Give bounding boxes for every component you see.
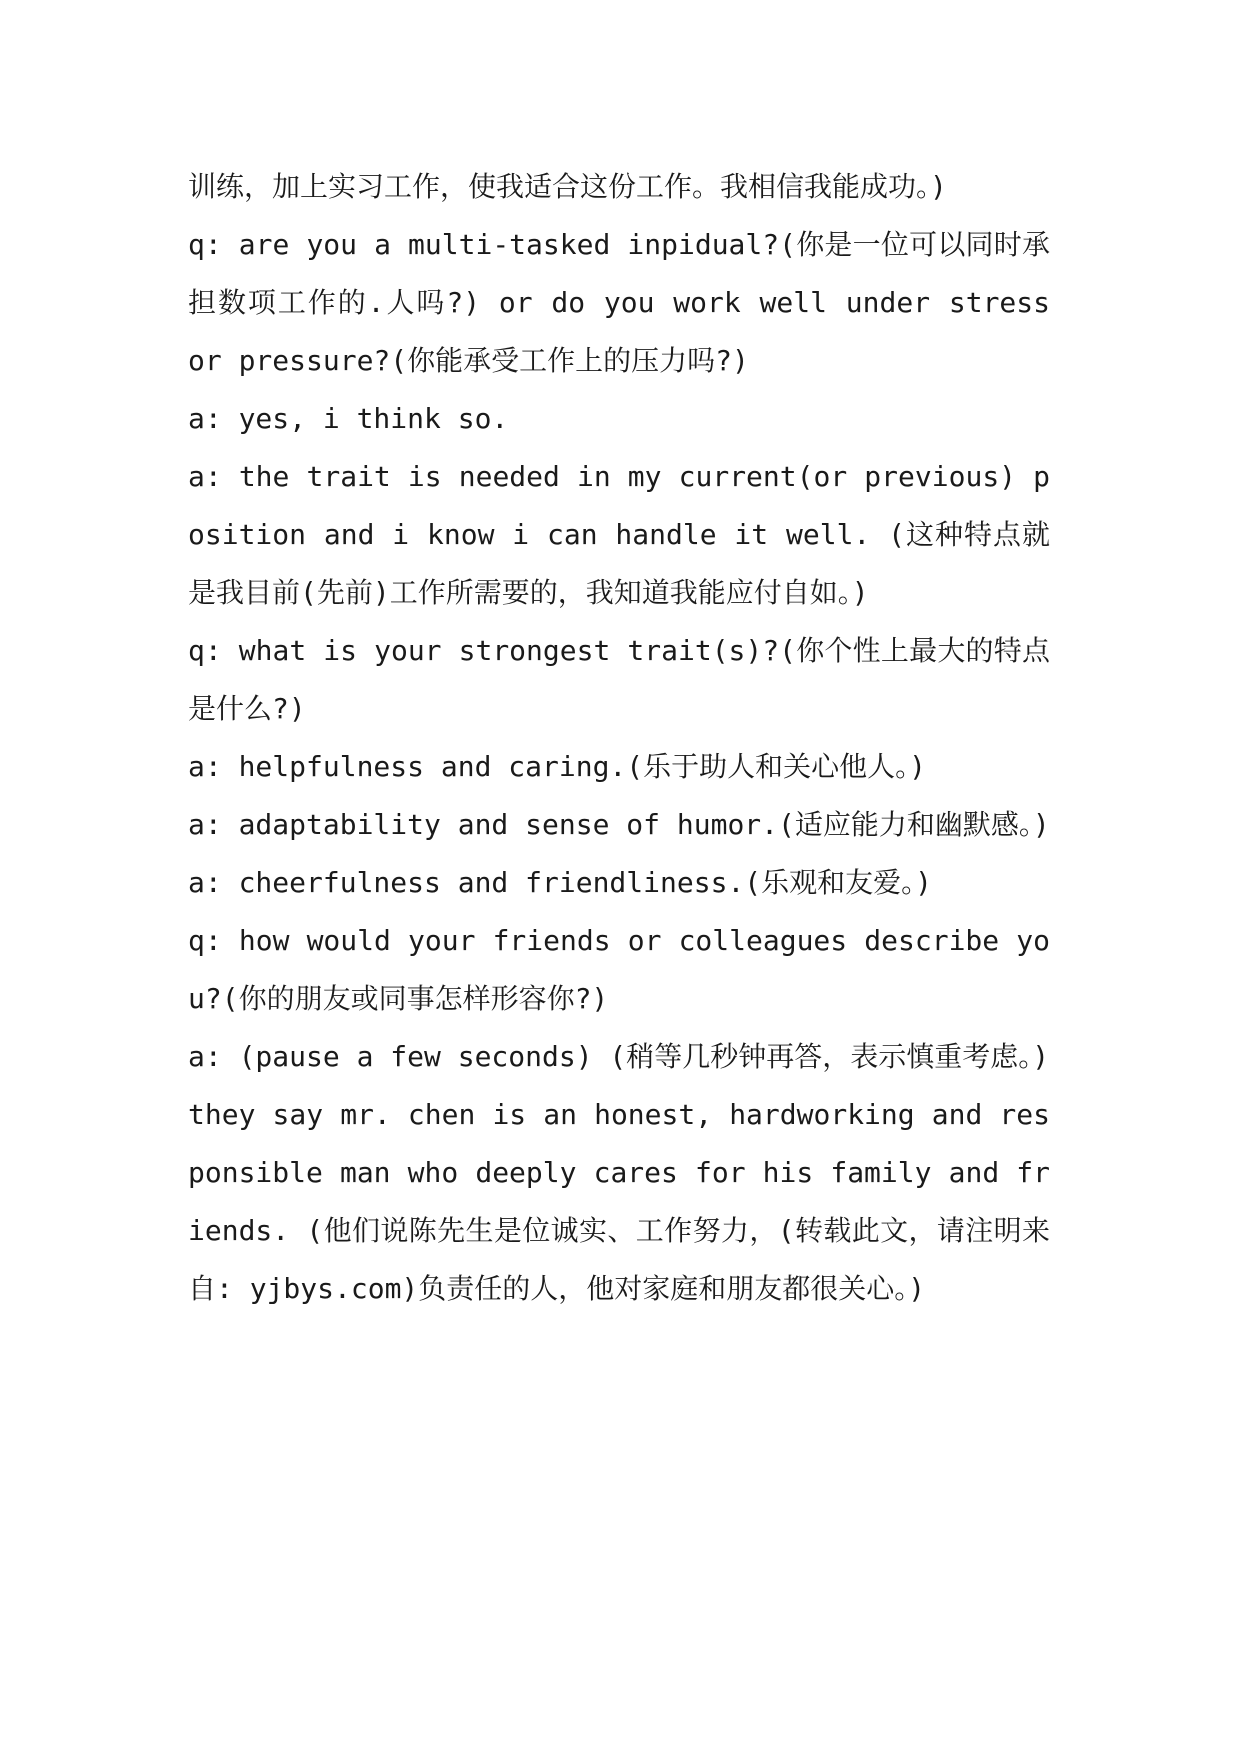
paragraph-answer-pause: a: (pause a few seconds) (稍等几秒钟再答，表示慎重考虑。) — [188, 1040, 1050, 1073]
paragraph-answer-helpfulness: a: helpfulness and caring.(乐于助人和关心他人。) — [188, 750, 927, 783]
paragraph-continuation: 训练，加上实习工作，使我适合这份工作。我相信我能成功。) — [188, 170, 947, 203]
paragraph-answer-trait-needed: a: the trait is needed in my current(or previous) position and i know i can handle it well. (这种特点就是我目前(先前)工作所需要的，我知道我能应付自如。) — [188, 460, 1050, 609]
paragraph-answer-cheerfulness: a: cheerfulness and friendliness.(乐观和友爱。) — [188, 866, 933, 899]
paragraph-question-friends-describe: q: how would your friends or colleagues describe you?(你的朋友或同事怎样形容你?) — [188, 924, 1050, 1015]
paragraph-answer-adaptability: a: adaptability and sense of humor.(适应能力和幽默感。) — [188, 808, 1050, 841]
paragraph-question-multitask: q: are you a multi-tasked inpidual?(你是一位可以同时承担数项工作的.人吗?) or do you work well under stress or pressure?(你能承受工作上的压力吗?) — [188, 228, 1050, 377]
paragraph-answer-description: they say mr. chen is an honest, hardworking and responsible man who deeply cares for his family and friends. (他们说陈先生是位诚实、工作努力，(转载此文，请注明来自: yjbys.com)负责任的人，他对家庭和朋友都很关心。) — [188, 1098, 1050, 1305]
document-body — [188, 158, 1050, 1318]
paragraph-answer-yes: a: yes, i think so. — [188, 402, 509, 435]
paragraph-question-strongest-trait: q: what is your strongest trait(s)?(你个性上最大的特点是什么?) — [188, 634, 1050, 725]
